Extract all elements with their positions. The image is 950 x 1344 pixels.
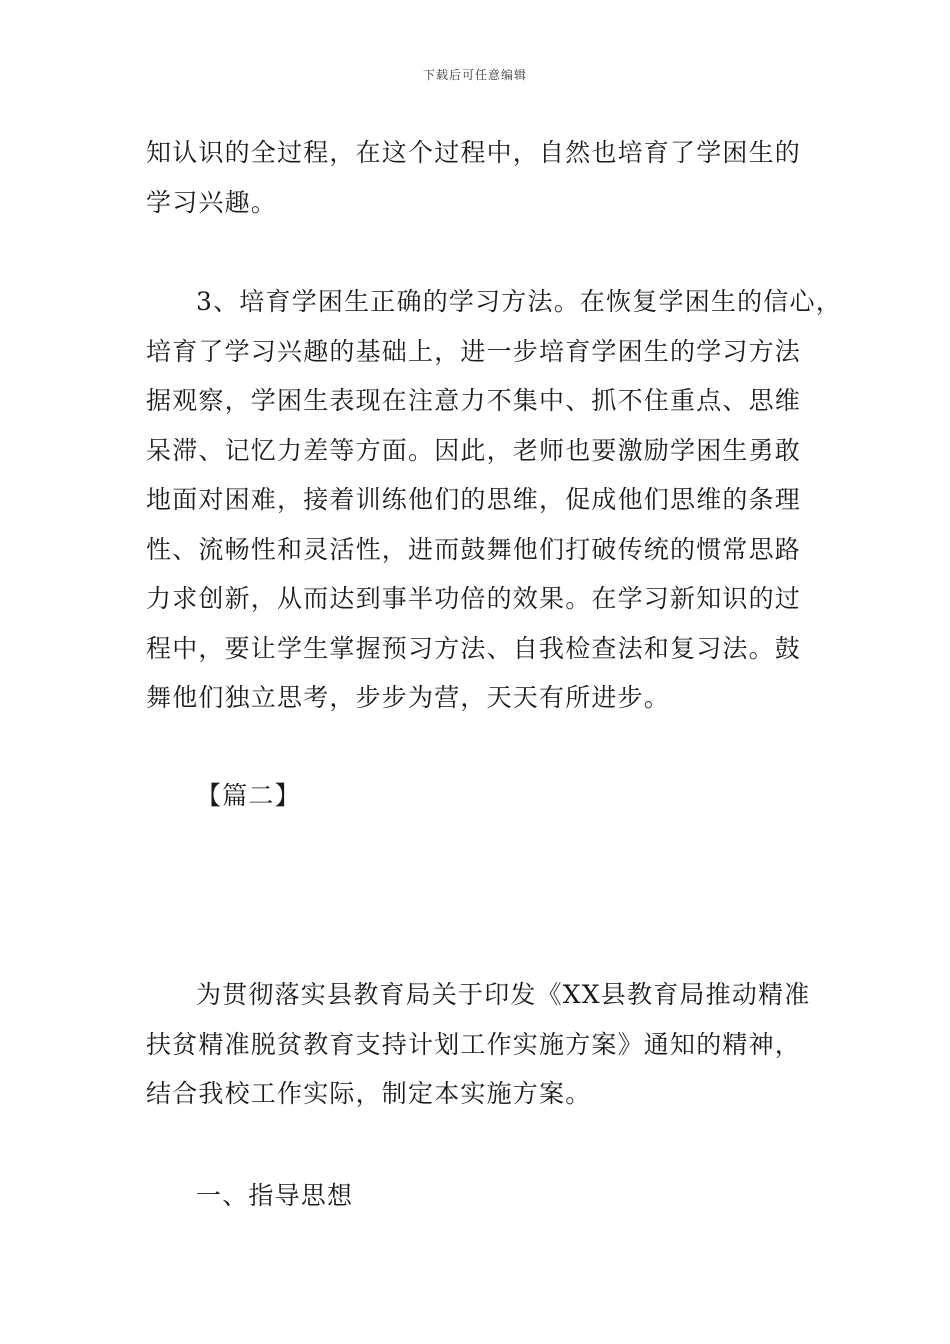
text-line: 程中，要让学生掌握预习方法、自我检查法和复习法。鼓 (146, 633, 802, 663)
text-line: 性、流畅性和灵活性，进而鼓舞他们打破传统的惯常思路 (146, 534, 802, 564)
paragraph-implementation-intro (146, 970, 846, 1119)
text-line: 结合我校工作实际，制定本实施方案。 (146, 1079, 592, 1108)
page-header-note: 下载后可任意编辑 (422, 68, 527, 82)
text-line: 培育了学习兴趣的基础上，进一步培育学困生的学习方法 (146, 336, 802, 366)
paragraph-learning-methods (146, 277, 846, 723)
text-line: 3、培育学困生正确的学习方法。在恢复学困生的信心， (196, 287, 842, 316)
text-line: 舞他们独立思考，步步为营，天天有所进步。 (146, 683, 671, 712)
text-line: 力求创新，从而达到事半功倍的效果。在学习新知识的过 (146, 584, 802, 613)
text-line: 知认识的全过程，在这个过程中，自然也培育了学困生的 (146, 138, 802, 167)
heading-guiding-ideology: 一、指导思想 (196, 1180, 354, 1210)
text-line: 为贯彻落实县教育局关于印发《XX县教育局推动精准 (196, 980, 811, 1009)
text-line: 据观察，学困生表现在注意力不集中、抓不住重点、思维 (146, 386, 802, 415)
paragraph-continuation (146, 128, 846, 227)
section-heading-part-two: 【篇二】 (196, 780, 301, 810)
document-body (146, 128, 846, 1220)
text-line: 地面对困难，接着训练他们的思维，促成他们思维的条理 (146, 485, 802, 514)
text-line: 学习兴趣。 (146, 187, 278, 217)
text-line: 扶贫精准脱贫教育支持计划工作实施方案》通知的精神， (146, 1029, 802, 1059)
text-line: 呆滞、记忆力差等方面。因此，老师也要激励学困生勇敢 (146, 435, 802, 465)
